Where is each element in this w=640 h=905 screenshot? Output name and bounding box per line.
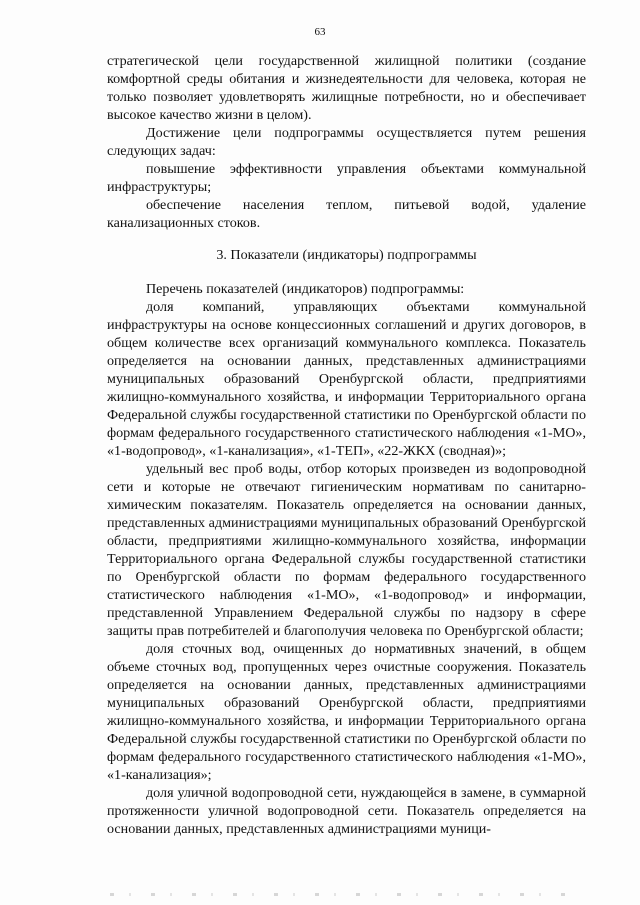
paragraph-continuation: стратегической цели государственной жилищной политики (создание комфортной среды обитания и жизнедеятельности для человека, которая не только позволяет удовлетворять жилищные потребности, но и обеспечивает высокое качество жизни в целом).	[107, 53, 586, 123]
page-number: 63	[314, 26, 326, 38]
indicators-intro: Перечень показателей (индикаторов) подпрограммы:	[146, 281, 465, 297]
task-item-supply: обеспечение населения теплом, питьевой водой, удаление канализационных стоков.	[107, 197, 586, 231]
indicator-wastewater-share: доля сточных вод, очищенных до нормативных значений, в общем объеме сточных вод, пропущенных через очистные сооружения. Показатель определяется на основании данных, представленных администрациями муниципальных образований Оренбургской области, предприятиями жилищно-коммунального хозяйства, и информации Территориального органа Федеральной службы государственной статистики по Оренбургской области по формам федерального государственного статистического наблюдения «1-МО», «1-канализация»;	[107, 641, 586, 783]
indicator-concession-share: доля компаний, управляющих объектами коммунальной инфраструктуры на основе концессионных соглашений и других договоров, в общем количестве всех организаций коммунального комплекса. Показатель определяется на основании данных, представленных администрациями муниципальных образований Оренбургской области, предприятиями жилищно-коммунального хозяйства, и информации Территориального органа Федеральной службы государственной статистики по Оренбургской области по формам федерального государственного статистического наблюдения «1-МО», «1-водопровод», «1-канализация», «1-ТЕП», «22-ЖКХ (сводная)»;	[107, 299, 586, 459]
section-heading: 3. Показатели (индикаторы) подпрограммы	[216, 247, 477, 263]
task-item-efficiency: повышение эффективности управления объектами коммунальной инфраструктуры;	[107, 161, 586, 195]
indicator-water-samples: удельный вес проб воды, отбор которых произведен из водопроводной сети и которые не отвечают гигиеническим нормативам по санитарно-химическим показателям. Показатель определяется на основании данных, представленных администрациями муниципальных образований Оренбургской области, предприятиями жилищно-коммунального хозяйства, информации Территориального органа Федеральной службы государственной статистики по Оренбургской области по формам федерального государственного статистического наблюдения «1-МО», «1-водопровод» и информации, представленной Управлением Федеральной службы по надзору в сфере защиты прав потребителей и благополучия человека по Оренбургской области;	[107, 461, 586, 639]
indicator-water-network-replacement: доля уличной водопроводной сети, нуждающейся в замене, в суммарной протяженности уличной водопроводной сети. Показатель определяется на основании данных, представленных администрациями муници-	[107, 785, 586, 837]
body-text	[107, 52, 586, 838]
scan-artifact	[110, 893, 580, 896]
paragraph-goal-achievement: Достижение цели подпрограммы осуществляется путем решения следующих задач:	[107, 125, 586, 159]
